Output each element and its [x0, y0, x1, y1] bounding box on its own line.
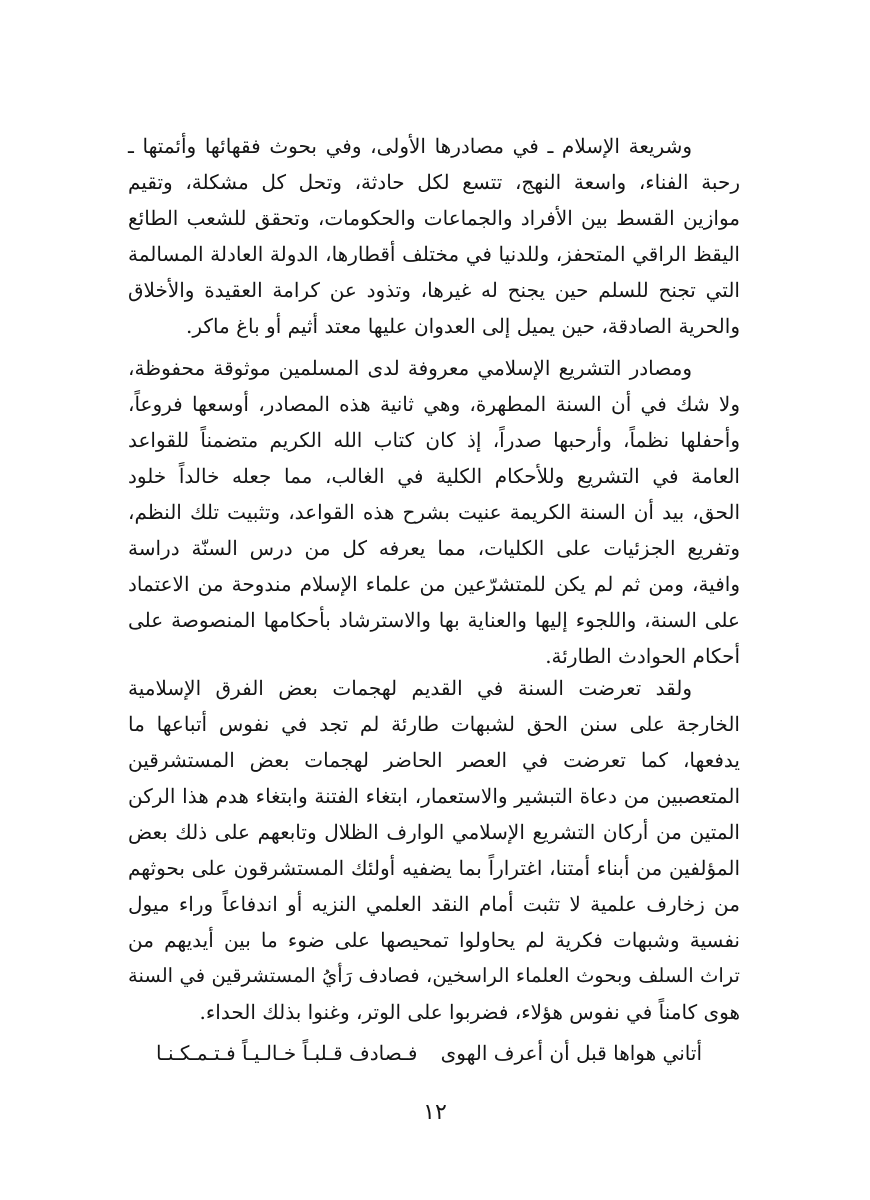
- paragraph-line: المتعصبين من دعاة التبشير والاستعمار، ابتغاء الفتنة وابتغاء هدم هذا الركن: [128, 784, 740, 808]
- paragraph-line: تراث السلف وبحوث العلماء الراسخين، فصادف رَأيُ المستشرقين في السنة: [128, 964, 740, 987]
- paragraph-line: يدفعها، كما تعرضت في العصر الحاضر لهجمات بعض المستشرقين: [128, 748, 740, 772]
- paragraph-line: الخارجة على سنن الحق لشبهات طارئة لم تجد في نفوس أتباعها ما: [128, 712, 740, 736]
- paragraph-line: وافية، ومن ثم لم يكن للمتشرّعين من علماء الإسلام مندوحة من الاعتماد: [128, 572, 740, 596]
- paragraph-line: ولقد تعرضت السنة في القديم لهجمات بعض الفرق الإسلامية: [128, 676, 692, 700]
- paragraph-line: وشريعة الإسلام ـ في مصادرها الأولى، وفي بحوث فقهائها وأئمتها ـ: [128, 134, 692, 158]
- paragraph-line: من زخارف علمية لا تثبت أمام النقد العلمي النزيه أو اندفاعاً وراء ميول: [128, 892, 740, 916]
- poetry-verse: [128, 1033, 740, 1073]
- paragraph-line: أحكام الحوادث الطارئة.: [545, 644, 740, 668]
- paragraph-line: والحرية الصادقة، حين يميل إلى العدوان عليها معتد أثيم أو باغ ماكر.: [186, 314, 740, 338]
- paragraph-line: المؤلفين من أبناء أمتنا، اغتراراً بما يضفيه أولئك المستشرقون على بحوثهم: [128, 856, 741, 880]
- page-number: ١٢: [423, 1100, 447, 1125]
- paragraph-line: الحق، بيد أن السنة الكريمة عنيت بشرح هذه القواعد، وتثبيت تلك النظم،: [128, 500, 740, 524]
- paragraph-line: نفسية وشبهات فكرية لم يحاولوا تمحيصها على ضوء ما بين أيديهم من: [128, 928, 740, 952]
- paragraph-line: هوى كامناً في نفوس هؤلاء، فضربوا على الوتر، وغنوا بذلك الحداء.: [199, 1000, 740, 1024]
- paragraph-line: العامة في التشريع وللأحكام الكلية في الغالب، مما جعله خالداً خلود: [128, 464, 740, 488]
- paragraph-line: ومصادر التشريع الإسلامي معروفة لدى المسلمين موثوقة محفوظة،: [128, 356, 692, 380]
- paragraph-line: رحبة الفناء، واسعة النهج، تتسع لكل حادثة، وتحل كل مشكلة، وتقيم: [128, 170, 740, 194]
- paragraph-2: [128, 350, 740, 674]
- verse-second-hemistich: فـصادف قـلبـاً خـالـيـاً فـتـمـكـنـا: [156, 1041, 418, 1065]
- paragraph-line: وتفريع الجزئيات على الكليات، مما يعرفه كل من درس السنّة دراسة: [128, 536, 740, 560]
- paragraph-line: على السنة، واللجوء إليها والعناية بها والاسترشاد بأحكامها المنصوصة على: [128, 608, 740, 632]
- paragraph-line: ولا شك في أن السنة المطهرة، وهي ثانية هذه المصادر، أوسعها فروعاً،: [128, 392, 740, 416]
- paragraph-3: [128, 670, 740, 1030]
- paragraph-line: اليقظ الراقي المتحفز، وللدنيا في مختلف أقطارها، الدولة العادلة المسالمة: [128, 242, 740, 266]
- paragraph-line: المتين من أركان التشريع الإسلامي الوارف الظلال وتابعهم على ذلك بعض: [128, 820, 740, 844]
- paragraph-line: وأحفلها نظماً، وأرحبها صدراً، إذ كان كتاب الله الكريم متضمناً للقواعد: [128, 428, 740, 452]
- paragraph-1: [128, 128, 740, 344]
- verse-first-hemistich: أتاني هواها قبل أن أعرف الهوى: [440, 1041, 702, 1065]
- paragraph-line: التي تجنح للسلم حين يجنح له غيرها، وتذود عن كرامة العقيدة والأخلاق: [128, 278, 740, 302]
- paragraph-line: موازين القسط بين الأفراد والجماعات والحكومات، وتحقق للشعب الطائع: [128, 206, 740, 230]
